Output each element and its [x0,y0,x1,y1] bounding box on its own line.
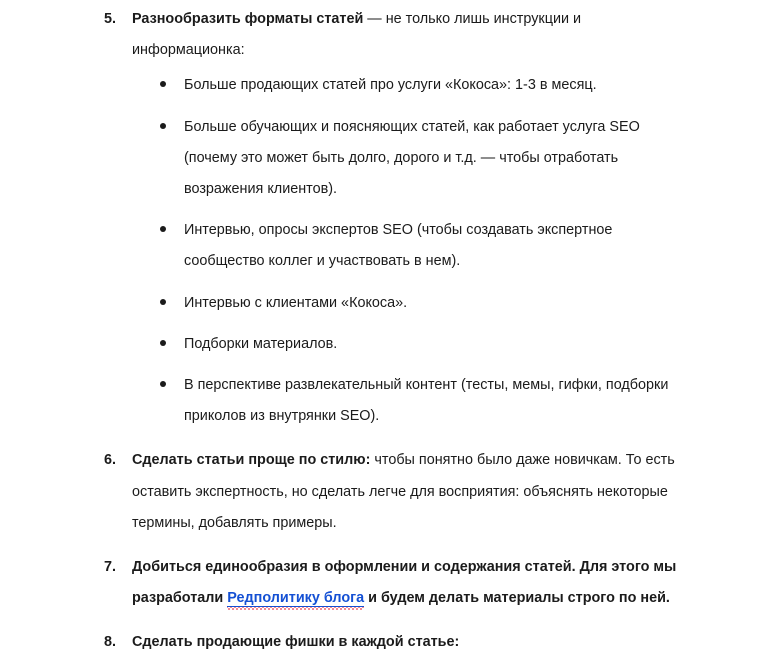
list-item-5-rest: — не только лишь инструкции и информационка: [132,11,582,59]
bullet-item-1 [160,70,685,101]
bullet-point-icon [160,70,174,101]
bullet-item-4-text: Интервью с клиентами «Кокоса». [184,294,408,311]
redpolitika-bloga-link[interactable] [227,590,364,607]
bullet-item-5-text: Подборки материалов. [184,335,338,352]
list-item-6-rest: чтобы понятно было даже новичкам. То есть оставить экспертность, но сделать легче для восприятия: объяснять некоторые термины, добавлять примеры. [132,452,675,531]
list-item-7-text [132,552,685,614]
redpolitika-bloga-link-label: Редполитику блога [227,590,365,607]
bullet-item-6 [160,370,685,432]
bullet-item-3-text: Интервью, опросы экспертов SEO (чтобы создавать экспертное сообщество коллег и участвовать в нем). [184,222,613,270]
bullet-item-3 [160,215,685,277]
list-item-8-bold-lead: Сделать продающие фишки в каждой статье: [132,634,460,651]
list-marker-6: 6. [104,452,117,469]
bullet-point-icon [160,288,174,319]
bullet-item-5 [160,329,685,360]
list-item-7 [104,552,685,614]
list-item-7-bold-after-link: и будем делать материалы строго по ней. [364,590,670,607]
bullet-list-5 [132,70,685,432]
numbered-list [104,4,685,659]
list-item-6-bold-lead: Сделать статьи проще по стилю: [132,452,371,469]
list-item-5-bold-lead: Разнообразить форматы статей [132,11,364,27]
list-item-5-text [132,4,685,66]
bullet-point-icon [160,112,174,143]
list-item-8-text [132,627,685,658]
bullet-point-icon [160,215,174,246]
bullet-item-6-text: В перспективе развлекательный контент (тесты, мемы, гифки, подборки приколов из внутрянки SEO). [184,377,669,425]
bullet-point-icon [160,370,174,401]
list-item-7-bold-before-link: Добиться единообразия в оформлении и содержания статей. Для этого мы разработали [132,559,677,607]
list-marker-8: 8. [104,634,117,651]
bullet-item-1-text: Больше продающих статей про услуги «Кокоса»: 1-3 в месяц. [184,77,597,94]
bullet-item-4 [160,288,685,319]
list-item-8 [104,627,685,658]
list-marker-7: 7. [104,559,117,576]
list-item-6-text [132,445,685,539]
spellcheck-squiggle-icon [227,607,364,610]
bullet-item-2 [160,112,685,206]
bullet-point-icon [160,329,174,360]
list-item-6 [104,445,685,539]
list-marker-5: 5. [104,11,117,27]
bullet-item-2-text: Больше обучающих и поясняющих статей, как работает услуга SEO (почему это может быть долго, дорого и т.д. — чтобы отработать возражения клиентов). [184,118,640,198]
list-item-5 [104,4,685,432]
